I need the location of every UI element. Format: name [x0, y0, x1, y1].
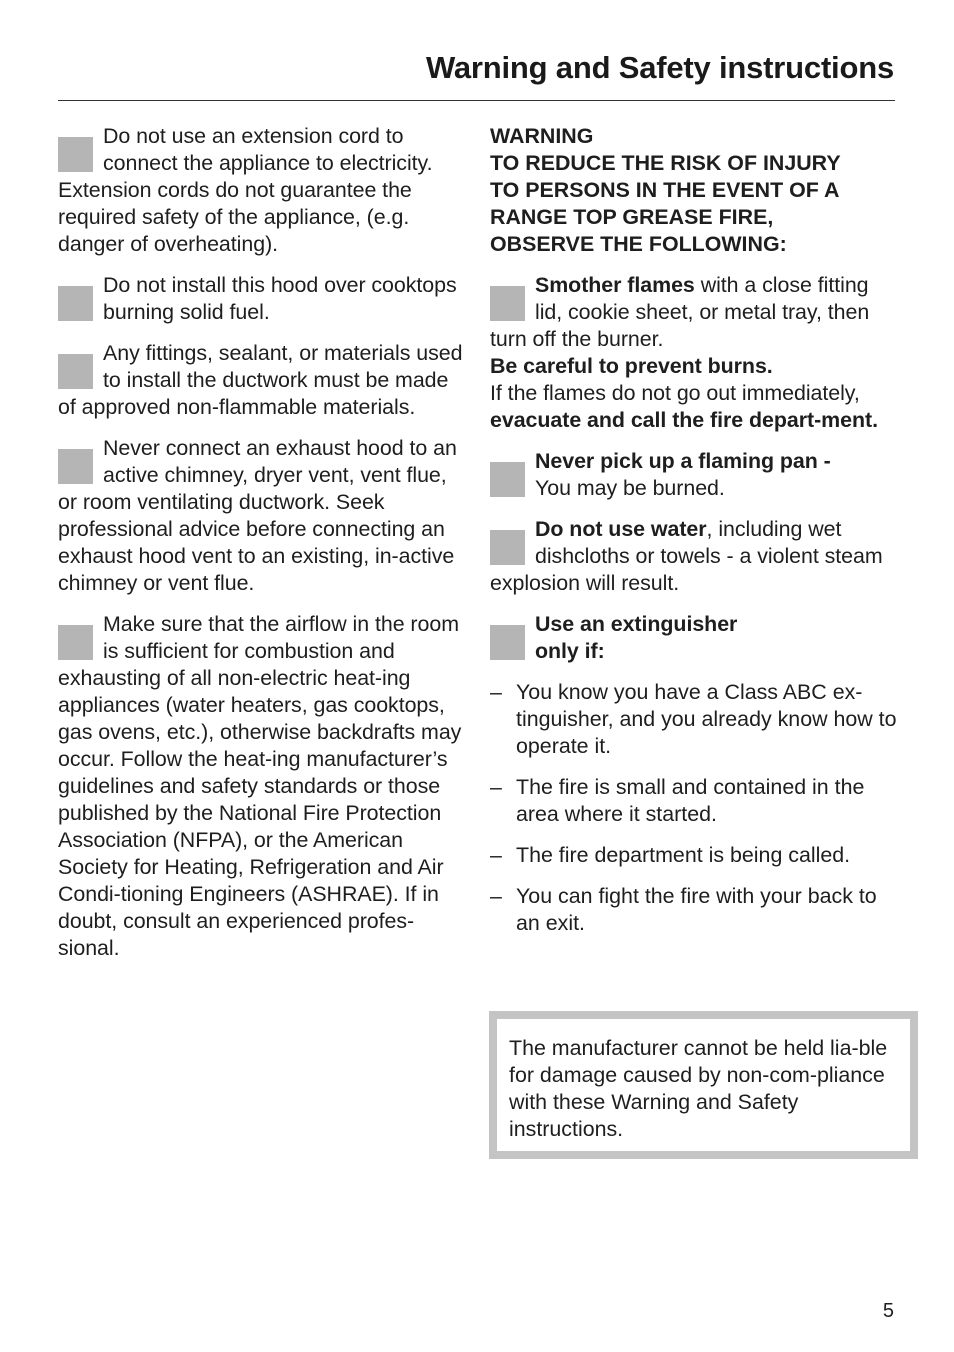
list-item	[490, 774, 898, 828]
pick-up-text: You may be burned.	[535, 476, 725, 500]
warning-heading	[490, 123, 898, 258]
bullet-square-icon	[490, 462, 525, 497]
safety-item-text: Do not install this hood over cooktops burning solid fuel.	[103, 273, 457, 324]
bullet-square-icon	[58, 137, 93, 172]
warning-line: WARNING	[490, 124, 594, 148]
dash-icon: –	[490, 775, 502, 799]
safety-item-ductwork	[58, 340, 468, 421]
water-text: , including wet dishcloths or towels - a violent steam explosion will result.	[490, 517, 883, 595]
warning-item-pick-up	[490, 448, 898, 502]
list-item	[490, 679, 898, 760]
safety-item-airflow	[58, 611, 468, 962]
safety-item-text: Do not use an extension cord to connect the appliance to electricity. Extension cords do not guarantee the required safety of the appliance, (e.g. danger of overheating).	[58, 124, 433, 256]
list-item-text: The fire department is being called.	[516, 843, 851, 867]
bullet-square-icon	[58, 449, 93, 484]
list-item	[490, 842, 898, 869]
water-bold: Do not use water	[535, 517, 707, 541]
warning-item-water	[490, 516, 898, 597]
dash-icon: –	[490, 884, 502, 908]
pick-up-bold: Never pick up a flaming pan -	[535, 449, 831, 473]
bullet-square-icon	[58, 625, 93, 660]
bullet-square-icon	[490, 286, 525, 321]
list-item-text: You can fight the fire with your back to an exit.	[516, 884, 877, 935]
extinguisher-bold: Use an extinguisher only if:	[535, 612, 738, 663]
liability-notice-box	[489, 1011, 918, 1159]
liability-notice-text: The manufacturer cannot be held lia-ble for damage caused by non-com-pliance with these Warning and Safety instructions.	[509, 1036, 888, 1141]
warning-item-extinguisher	[490, 611, 898, 665]
warning-line: TO REDUCE THE RISK OF INJURY	[490, 151, 841, 175]
warning-item-smother	[490, 272, 898, 434]
safety-item-chimney	[58, 435, 468, 597]
careful-text: Be careful to prevent burns.	[490, 354, 773, 378]
page-title: Warning and Safety instructions	[425, 50, 894, 85]
warning-line: RANGE TOP GREASE FIRE,	[490, 205, 774, 229]
safety-item-text: Never connect an exhaust hood to an active chimney, dryer vent, vent flue, or room ventilating ductwork. Seek professional advice before connecting an exhaust hood vent to an existing, in-active chimney or vent flue.	[58, 436, 457, 595]
list-item-text: You know you have a Class ABC ex-tinguisher, and you already know how to operate it.	[516, 680, 897, 758]
smother-bold: Smother flames	[535, 273, 695, 297]
page-number: 5	[882, 1300, 894, 1322]
safety-item-extension-cord	[58, 123, 468, 258]
safety-item-text: Make sure that the airflow in the room is sufficient for combustion and exhausting of all non-electric heat-ing appliances (water heaters, gas cooktops, gas ovens, etc.), otherwise backdrafts may occur. Follow the heat-ing manufacturer’s guidelines and safety standards or those published by the National Fire Protection Association (NFPA), or the American Society for Heating, Refrigeration and Air Condi-tioning Engineers (ASHRAE). If in doubt, consult an experienced profes-sional.	[58, 612, 462, 960]
list-item-text: The fire is small and contained in the area where it started.	[516, 775, 865, 826]
header-rule	[58, 100, 895, 101]
bullet-square-icon	[58, 354, 93, 389]
evacuate-text: evacuate and call the fire depart-ment.	[490, 408, 878, 432]
bullet-square-icon	[490, 625, 525, 660]
right-column	[490, 123, 898, 951]
left-column	[58, 123, 468, 976]
warning-line: TO PERSONS IN THE EVENT OF A	[490, 178, 840, 202]
list-item	[490, 883, 898, 937]
safety-item-solid-fuel	[58, 272, 468, 326]
warning-line: OBSERVE THE FOLLOWING:	[490, 232, 787, 256]
smother-text: with a close fitting lid, cookie sheet, or metal tray, then turn off the burner.	[490, 273, 870, 351]
flames-text: If the flames do not go out immediately,	[490, 381, 860, 405]
dash-icon: –	[490, 680, 502, 704]
safety-item-text: Any fittings, sealant, or materials used to install the ductwork must be made of approved non-flammable materials.	[58, 341, 463, 419]
bullet-square-icon	[490, 530, 525, 565]
dash-icon: –	[490, 843, 502, 867]
extinguisher-conditions-list	[490, 679, 898, 937]
bullet-square-icon	[58, 286, 93, 321]
